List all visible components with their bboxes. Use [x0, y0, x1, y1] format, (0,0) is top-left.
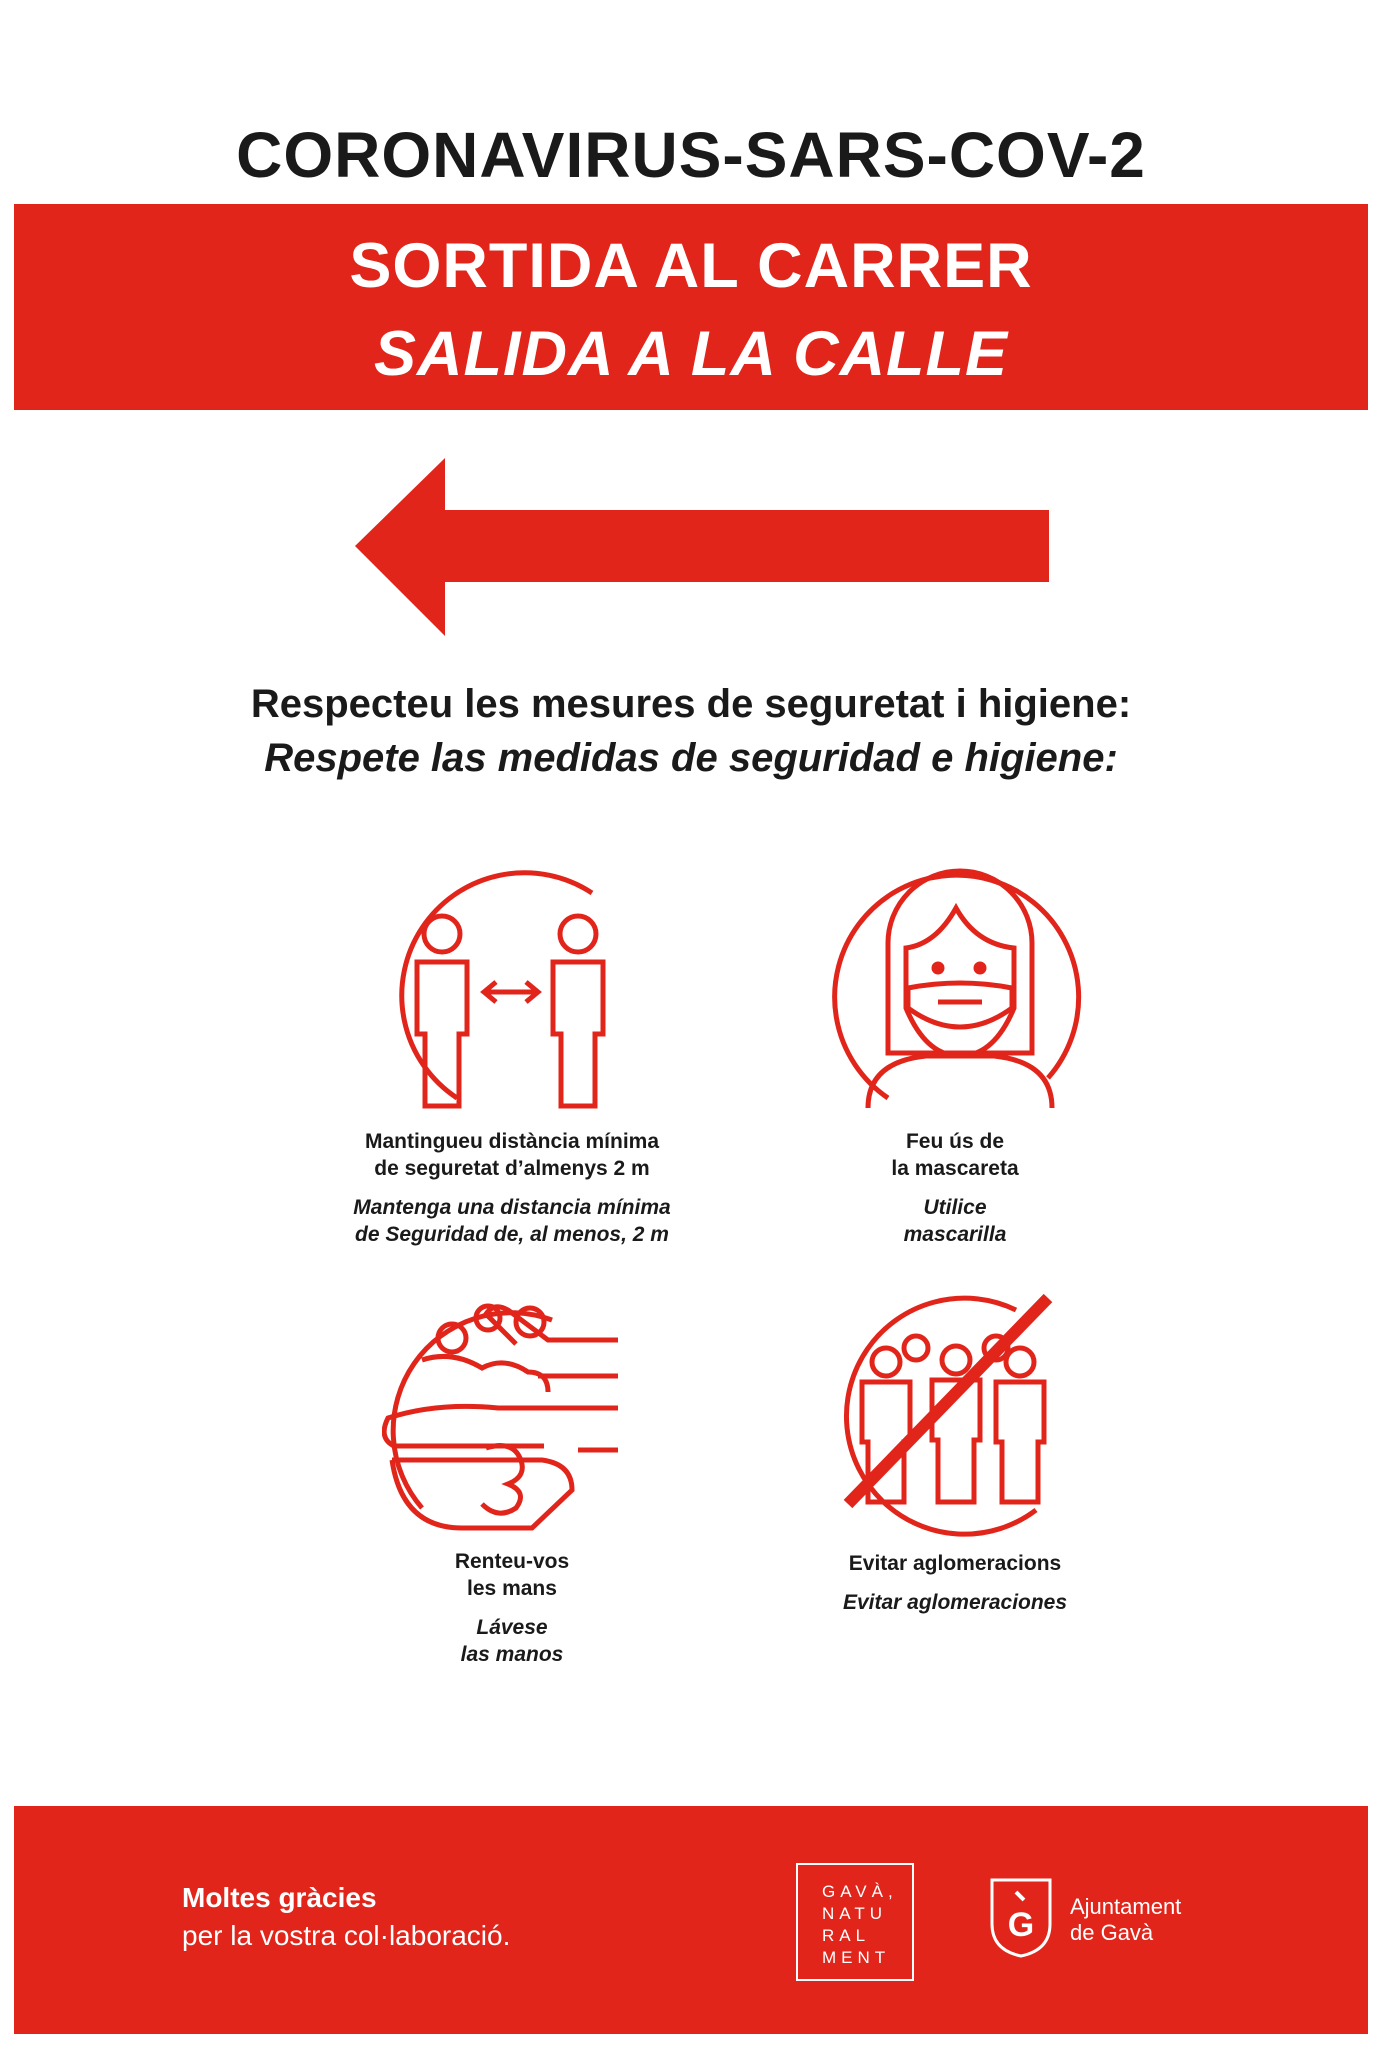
ajuntament-shield-icon [988, 1876, 1054, 1960]
measure-crowds-caption [780, 1550, 1130, 1616]
gava-logo-line-2: NATU [822, 1904, 888, 1923]
band-title-ca: SORTIDA AL CARRER [349, 231, 1033, 301]
measure-mask-ca-1: Feu ús de [905, 1130, 1005, 1153]
ajuntament-line-2: de Gavà [1070, 1920, 1154, 1945]
header-band [14, 204, 1368, 410]
footer-band [14, 1806, 1368, 2034]
measure-distance-caption [312, 1128, 712, 1248]
gava-logo-line-4: MENT [822, 1948, 891, 1967]
measure-mask-caption [800, 1128, 1110, 1248]
gava-logo-line-1: GAVÀ, [822, 1882, 898, 1901]
measure-handwash-ca-1: Renteu-vos [454, 1550, 570, 1573]
measure-handwash-es-1: Lávese [476, 1616, 548, 1639]
measure-mask-es-1: Utilice [923, 1196, 987, 1219]
measure-handwash-es-2: las manos [460, 1643, 564, 1666]
measure-crowds-es-1: Evitar aglomeraciones [842, 1591, 1068, 1614]
measure-handwash-caption [362, 1548, 662, 1668]
thanks-bold: Moltes gràcies [182, 1882, 377, 1913]
band-title-es: SALIDA A LA CALLE [373, 319, 1009, 389]
ajuntament-line-1: Ajuntament [1070, 1894, 1182, 1919]
page-title: CORONAVIRUS-SARS-COV-2 [236, 119, 1146, 191]
measure-mask-es-2: mascarilla [903, 1223, 1007, 1246]
measure-distance-ca-1: Mantingueu distància mínima [364, 1130, 660, 1153]
measure-distance-es-1: Mantenga una distancia mínima [353, 1196, 671, 1219]
measure-mask-ca-2: la mascareta [891, 1157, 1019, 1180]
left-arrow-icon [355, 458, 1055, 638]
shield-letter: G [1007, 1906, 1035, 1944]
gava-naturalment-logo [796, 1863, 914, 1981]
intro-es: Respete las medidas de seguridad e higiene: [264, 736, 1118, 780]
measure-handwash-ca-2: les mans [467, 1577, 557, 1600]
intro-ca: Respecteu les mesures de seguretat i higiene: [250, 682, 1132, 726]
handwash-icon [382, 1290, 622, 1540]
gava-logo-line-3: RAL [822, 1926, 871, 1945]
no-crowds-icon [826, 1290, 1086, 1540]
measure-distance-es-2: de Seguridad de, al menos, 2 m [355, 1223, 669, 1246]
measure-distance-ca-2: de seguretat d’almenys 2 m [374, 1157, 650, 1180]
thanks-regular: per la vostra col·laboració. [182, 1920, 511, 1951]
distance-icon [382, 858, 642, 1118]
measure-crowds-ca-1: Evitar aglomeracions [848, 1552, 1062, 1575]
ajuntament-name [1070, 1894, 1181, 1946]
mask-icon [828, 858, 1092, 1118]
